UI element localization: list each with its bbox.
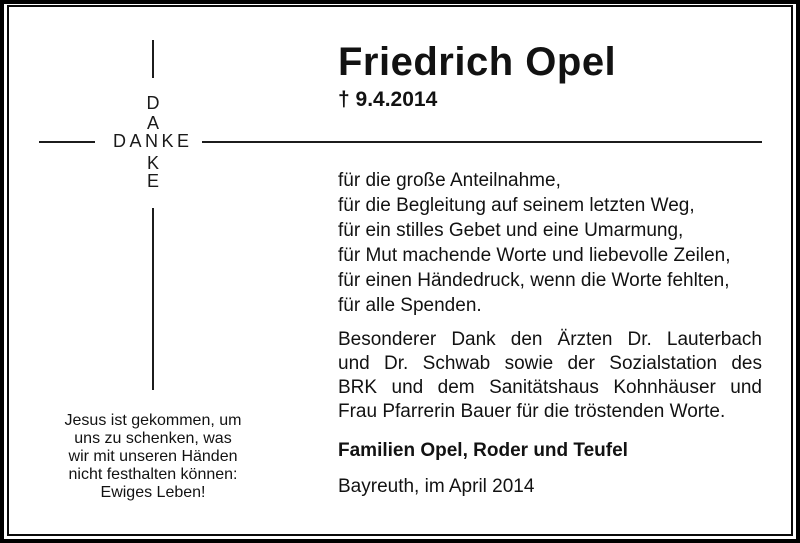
thanks-line: für ein stilles Gebet und eine Umarmung, [338,220,684,241]
quote-line: nicht festhalten können: [68,466,238,483]
special-thanks-line: BRK und dem Sanitätshaus Kohnhäuser und [338,377,762,398]
thanks-line: für die große Anteilnahme, [338,170,561,191]
quote-line: Jesus ist gekommen, um [64,412,242,429]
death-date: † 9.4.2014 [338,88,438,111]
cross-right-line [202,141,762,143]
thanks-line: für Mut machende Worte und liebevolle Zeilen, [338,245,731,266]
thanks-line: für einen Händedruck, wenn die Worte fehlten, [338,270,730,291]
cross-letter: A [146,113,160,133]
cross-letter: A [129,131,146,151]
cross-left-line [39,141,95,143]
cross-letter: D [113,131,130,151]
quote-line: Ewiges Leben! [100,484,206,501]
family-signature: Familien Opel, Roder und Teufel [338,440,628,461]
cross-horizontal-word [113,131,193,151]
cross-letter: K [146,153,160,173]
place-date: Bayreuth, im April 2014 [338,476,535,497]
cross-letter: N [145,131,162,151]
scripture-quote [23,412,283,502]
cross-bottom-line [152,208,154,390]
deceased-name: Friedrich Opel [338,40,617,84]
cross-top-line [152,40,154,78]
special-thanks [338,328,762,424]
cross-letter: E [177,131,193,151]
special-thanks-line: und Dr. Schwab sowie der Sozialstation des [338,353,762,374]
thanks-line: für die Begleitung auf seinem letzten Weg, [338,195,695,216]
quote-line: wir mit unseren Händen [68,448,238,465]
cross-letter: K [161,131,178,151]
thanks-line: für alle Spenden. [338,295,482,316]
special-thanks-line: Frau Pfarrerin Bauer für die tröstenden Worte. [338,401,726,422]
special-thanks-line: Besonderer Dank den Ärzten Dr. Lauterbach [338,329,762,350]
quote-line: uns zu schenken, was [74,430,232,447]
thanks-lines [338,168,768,318]
cross-letter: D [146,93,160,113]
cross-letter: E [146,171,160,191]
